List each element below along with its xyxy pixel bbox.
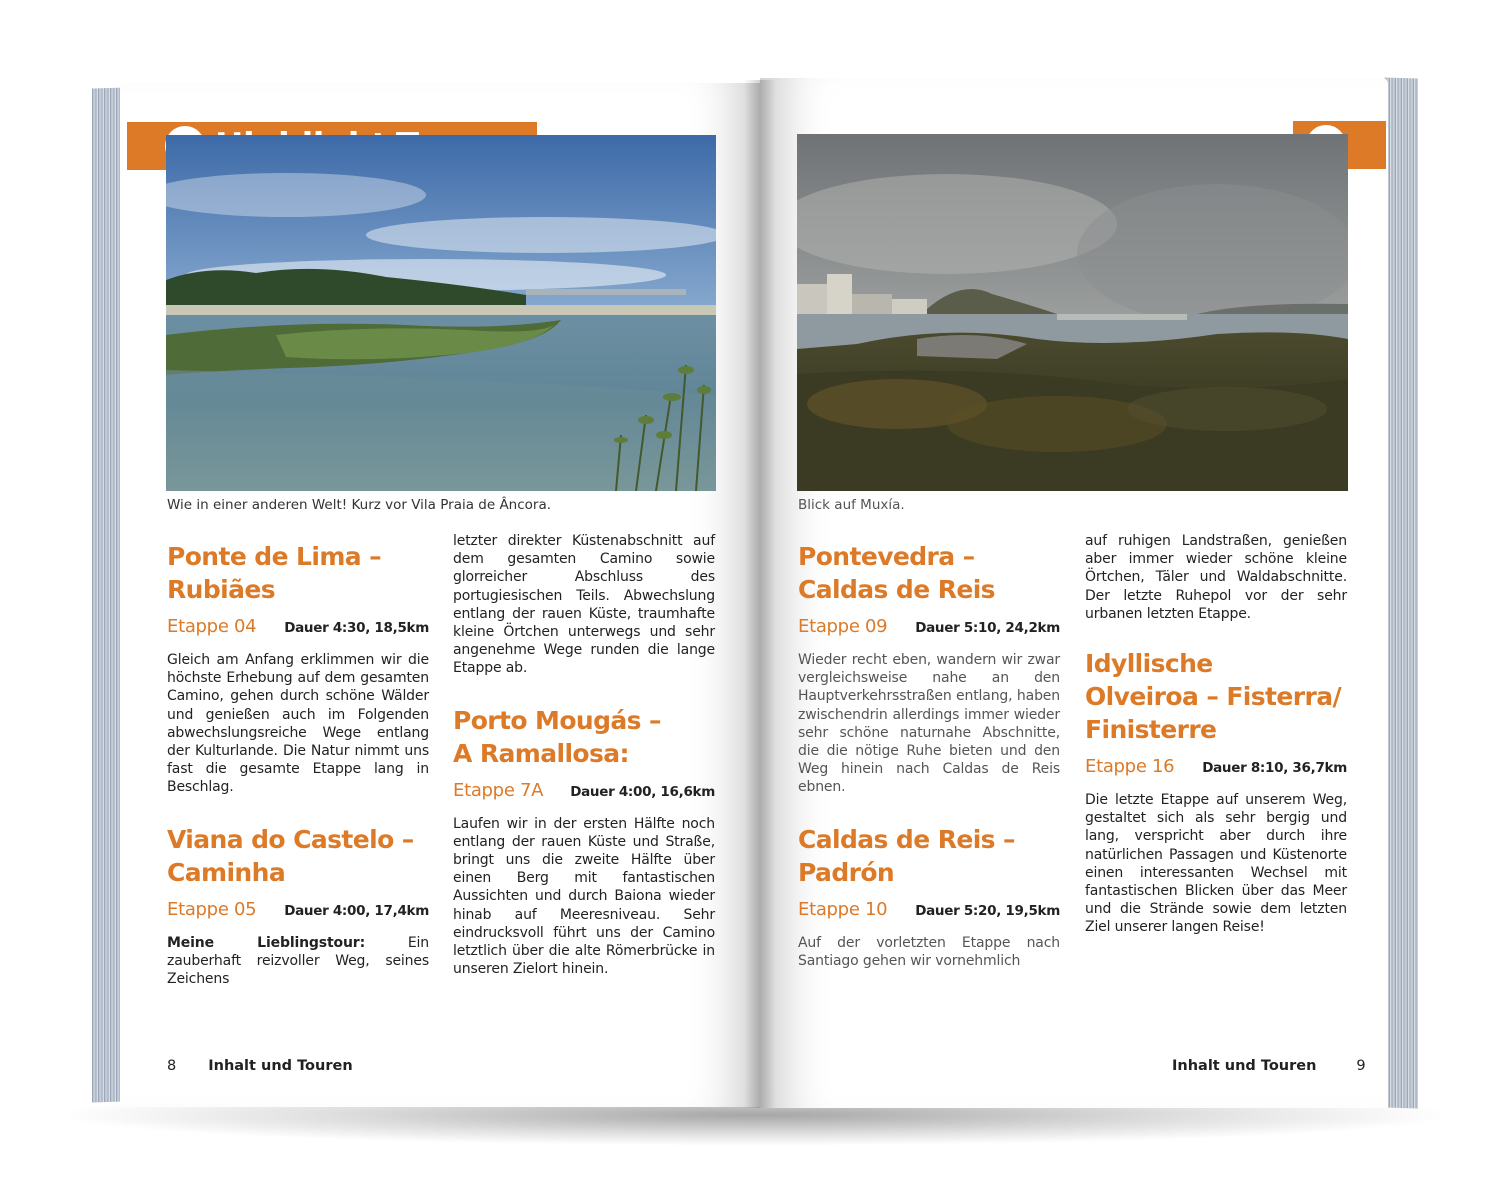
- footer-left: [167, 1058, 353, 1074]
- duration-label: Dauer 5:10, 24,2km: [915, 620, 1060, 636]
- stage-label: Etappe 05: [167, 898, 257, 920]
- tour-title: Porto Mougás – A Ramallosa:: [453, 705, 661, 768]
- photo-muxia: [797, 134, 1348, 491]
- tour-meta: [798, 616, 1060, 637]
- tour-meta: [798, 899, 1060, 920]
- right-column-1: [798, 540, 1060, 970]
- tour-entry: [798, 823, 1060, 970]
- continued-text: letzter direkter Küstenabschnitt auf dem gesamten Camino sowie glorreicher Abschluss des portugiesischen Teils. Abwechslung entlang der rauen Küste, traumhafte kleine Örtchen unterwegs und sehr angenehme Wege runden die lange Etappe ab.: [453, 533, 715, 677]
- tour-description: Gleich am Anfang erklimmen wir die höchste Erhebung auf dem gesamten Camino, gehen durch schöne Wälder und genießen auch im Folgenden abwechslungsreiche Wege entlang der Kulturlande. Die Natur nimmt uns fast die gesamte Etappe lang in Beschlag.: [167, 652, 429, 796]
- tour-title: Viana do Castelo – Caminha: [167, 824, 414, 887]
- duration-label: Dauer 8:10, 36,7km: [1202, 760, 1347, 777]
- tour-description: Wieder recht eben, wandern wir zwar vergleichsweise nahe an den Hauptverkehrsstraßen entlang, haben zwischendrin allerdings immer wieder sehr schöne naturnahe Abschnitte, die die nötige Ruhe bieten und den Weg hinein nach Caldas de Reis ebnen.: [798, 652, 1060, 796]
- left-column-1: [167, 540, 429, 988]
- page-edges-right: [1384, 78, 1418, 1109]
- footer-label: Inhalt und Touren: [208, 1058, 353, 1074]
- stage-label: Etappe 09: [798, 616, 888, 637]
- book-gutter: [744, 80, 776, 1108]
- tour-entry: [798, 540, 1060, 797]
- tour-meta: [167, 616, 429, 637]
- tour-description: Laufen wir in der ersten Hälfte noch entlang der rauen Küste und Straße, bringt uns die zweite Hälfte über einen Berg mit fantastischen Aussichten und durch Baiona wieder hinab auf Meeresniveau. Sehr eindrucksvoll führt uns der Camino letztlich über die alte Römerbrücke in unseren Zielort hinein.: [453, 815, 715, 978]
- page-number: 9: [1356, 1058, 1366, 1074]
- continued-text: auf ruhigen Landstraßen, genießen aber immer wieder schöne kleine Örtchen, Täler und Waldabschnitte. Der letzte Ruhepol vor der sehr urbanen letzten Etappe.: [1085, 533, 1347, 622]
- duration-label: Dauer 4:00, 16,6km: [570, 783, 715, 800]
- photo-caption-right: Blick auf Muxía.: [798, 497, 905, 513]
- tour-entry: [167, 823, 429, 989]
- footer-right: [1172, 1058, 1366, 1074]
- duration-label: Dauer 4:00, 17,4km: [284, 902, 429, 919]
- stage-label: Etappe 04: [167, 616, 257, 637]
- tour-entry: [453, 704, 715, 979]
- tour-meta: [453, 780, 715, 801]
- stage-label: Etappe 10: [798, 898, 888, 920]
- stage-label: Etappe 7A: [453, 779, 544, 801]
- left-column-2: [453, 532, 715, 978]
- tour-description: Auf der vorletzten Etappe nach Santiago gehen wir vornehmlich: [798, 934, 1060, 969]
- duration-label: Dauer 5:20, 19,5km: [915, 902, 1060, 919]
- stage-label: Etappe 16: [1085, 756, 1175, 778]
- tour-meta: [167, 899, 429, 920]
- tour-description: Meine Lieblingstour: Ein zauberhaft reizvoller Weg, seines Zeichens: [167, 934, 429, 988]
- tour-description: Die letzte Etappe auf unserem Weg, gestaltet sich als sehr bergig und lang, verspricht aber durch ihre natürlichen Passagen und Küstenorte einen interessanten Wechsel mit fantastischen Blicken über das Meer und die Strände sowie dem letzten Ziel unserer langen Reise!: [1085, 792, 1347, 936]
- tour-meta: [1085, 756, 1347, 777]
- tour-entry: [167, 540, 429, 797]
- tour-title: Idyllische Olveiroa – Fisterra/ Finisterre: [1085, 649, 1342, 745]
- right-column-2: [1085, 532, 1347, 937]
- duration-label: Dauer 4:30, 18,5km: [284, 620, 429, 636]
- photo-estuary: [166, 135, 716, 491]
- tour-title: Pontevedra – Caldas de Reis: [798, 542, 995, 604]
- tour-entry: [1085, 647, 1347, 937]
- page-number: 8: [167, 1058, 177, 1074]
- tour-title: Ponte de Lima – Rubiães: [167, 542, 382, 604]
- photo-caption-left: Wie in einer anderen Welt! Kurz vor Vila Praia de Âncora.: [167, 497, 552, 513]
- footer-label: Inhalt und Touren: [1172, 1058, 1317, 1074]
- tour-title: Caldas de Reis – Padrón: [798, 824, 1015, 887]
